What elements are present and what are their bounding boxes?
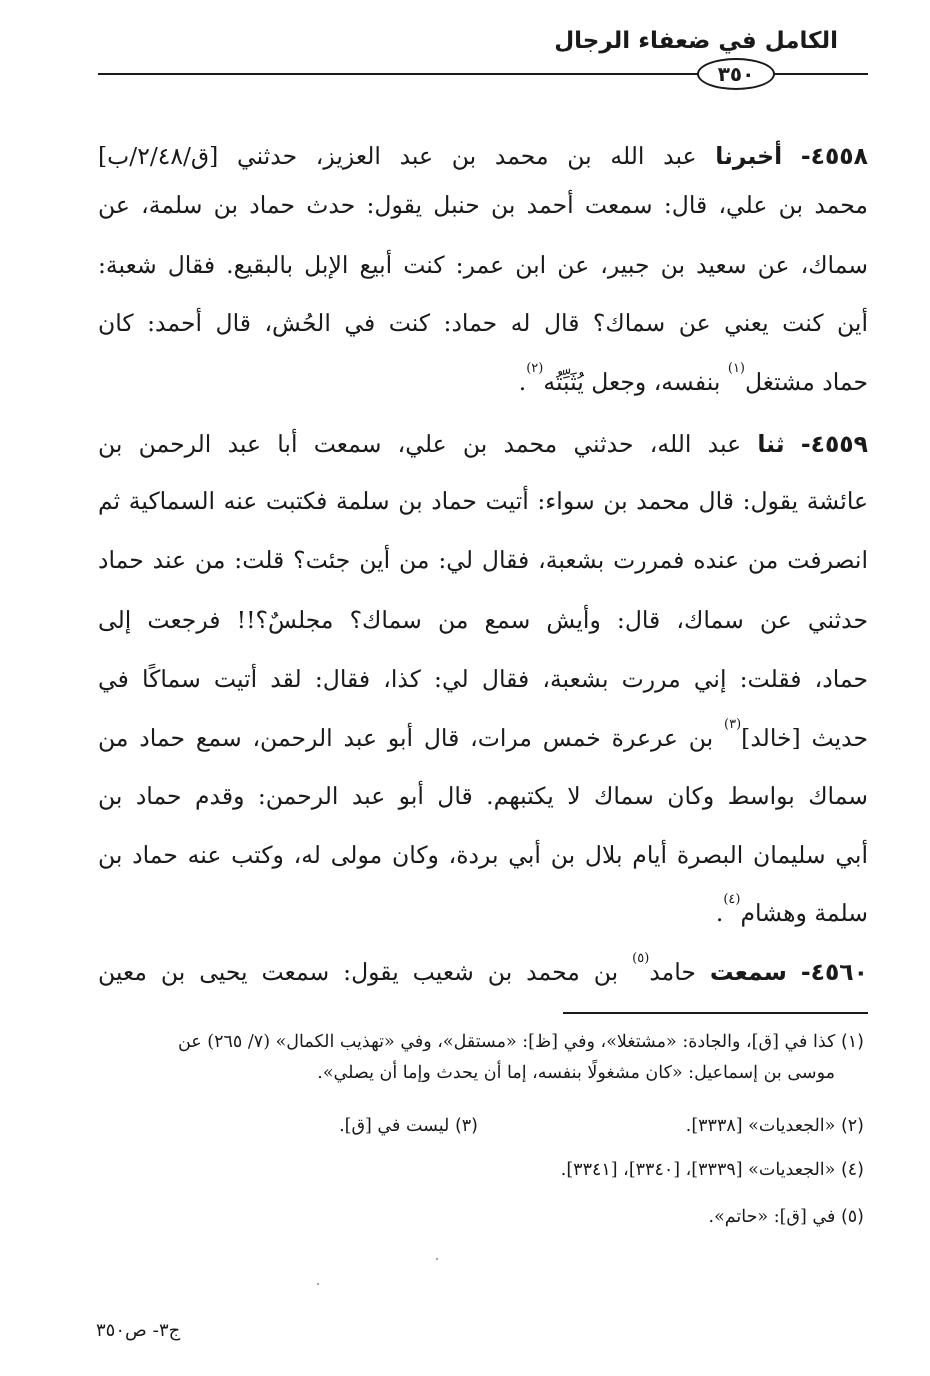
entry-4560-keyword: سمعت: [709, 958, 787, 986]
footnote-ref-3: (٣): [724, 717, 742, 732]
running-header-title: الكامل في ضعفاء الرجال: [554, 28, 838, 54]
footnote-ref-4: (٤): [723, 892, 741, 907]
entry-4559-line-6-a: حديث [خالد]: [741, 724, 868, 752]
footnote-1-line-1: [94, 1030, 864, 1054]
footnote-4: [561, 1158, 864, 1182]
footnote-ref-1: (١): [727, 361, 745, 376]
footnote-3-number: (٣): [454, 1116, 478, 1136]
scan-speck: [436, 1258, 438, 1260]
footnote-5-text: في [ق]: «حاتم».: [708, 1207, 836, 1227]
footnote-ref-5: (٥): [632, 951, 650, 966]
entry-4559-line-2: عائشة يقول: قال محمد بن سواء: أتيت حماد بن سلمة فكتبت عنه السماكية ثم: [98, 487, 868, 515]
entry-4559-line-6: [98, 717, 868, 753]
footnote-2-text: «الجعديات» [٣٣٣٨].: [685, 1116, 836, 1136]
entry-4559-line-7: سماك بواسط وكان سماك لا يكتبهم. قال أبو عبد الرحمن: وقدم حماد بن: [98, 782, 868, 810]
footnote-2: [686, 1114, 864, 1138]
footnote-3: [339, 1114, 478, 1138]
entry-4558-line-1: [98, 141, 868, 171]
footnote-4-number: (٤): [840, 1160, 864, 1180]
footnote-rule: [563, 1012, 868, 1014]
entry-4558-line-5-b: بنفسه، وجعل يُثَبِّتُه: [543, 368, 728, 396]
entry-4559-line-1: [98, 429, 868, 459]
entry-4560-number: ٤٥٦٠-: [800, 958, 868, 986]
entry-4558-line-3: سماك، عن سعيد بن جبير، عن ابن عمر: كنت أبيع الإبل بالبقيع. فقال شعبة:: [98, 251, 868, 279]
entry-4560-text-b: بن محمد بن شعيب يقول: سمعت يحيى بن معين: [98, 958, 633, 986]
entry-4558-line-4: أين كنت يعني عن سماك؟ قال له حماد: كنت في الحُش، قال أحمد: كان: [98, 309, 868, 337]
entry-4559-line-3: انصرفت من عنده فمررت بشعبة، فقال لي: من أين جئت؟ قلت: من عند حماد: [98, 546, 868, 574]
entry-4560-text-a: حامد: [649, 958, 696, 986]
entry-4558-number: ٤٥٥٨-: [800, 142, 868, 170]
entry-4558-line-5: [98, 361, 868, 397]
footnote-1-text: كذا في [ق]، والجادة: «مشتغلا»، وفي [ظ]: «مستقل»، وفي «تهذيب الكمال» (٧/ ٢٦٥) عن: [177, 1032, 836, 1052]
entry-4559-text: عبد الله، حدثني محمد بن علي، سمعت أبا عبد الرحمن بن: [98, 430, 742, 458]
footnote-ref-2: (٢): [526, 361, 544, 376]
footnote-5-number: (٥): [840, 1207, 864, 1227]
page-number-oval: [697, 58, 775, 90]
entry-4559-line-6-b: بن عرعرة خمس مرات، قال أبو عبد الرحمن، سمع حماد من: [98, 724, 725, 752]
entry-4559-line-9-b: .: [715, 899, 724, 927]
entry-4558-line-5-c: .: [518, 368, 527, 396]
entry-4559-line-8: أبي سليمان البصرة أيام بلال بن أبي بردة، وكان مولى له، وكتب عنه حماد بن: [98, 841, 868, 869]
entry-4559-number: ٤٥٥٩-: [800, 430, 868, 458]
entry-4559-line-4: حدثني عن سماك، قال: وأيش سمع من سماك؟ مجلسٌ؟!! فرجعت إلى: [98, 606, 868, 634]
footnote-1-line-2: موسى بن إسماعيل: «كان مشغولًا بنفسه، إما أن يحدث وإما أن يصلي».: [317, 1063, 835, 1083]
volume-page-signature: ج٣- ص٣٥٠: [96, 1320, 181, 1341]
footnote-2-number: (٢): [840, 1116, 864, 1136]
page-number: ٣٥٠: [717, 62, 755, 86]
entry-4560-line-1: [98, 951, 868, 987]
entry-4559-keyword: ثنا: [757, 430, 785, 458]
entry-4558-keyword: أخبرنا: [715, 142, 783, 170]
footnote-1-number: (١): [840, 1032, 864, 1052]
footnote-5: [709, 1205, 865, 1229]
entry-4559-line-9: [98, 892, 868, 928]
footnote-3-text: ليست في [ق].: [339, 1116, 450, 1136]
footnote-4-text: «الجعديات» [٣٣٣٩]، [٣٣٤٠]، [٣٣٤١].: [560, 1160, 836, 1180]
scan-speck: [317, 1283, 319, 1285]
entry-4559-line-9-a: سلمة وهشام: [740, 899, 868, 927]
entry-4558-line-5-a: حماد مشتغل: [745, 368, 868, 396]
entry-4558-line-2: محمد بن علي، قال: سمعت أحمد بن حنبل يقول: حدث حماد بن سلمة، عن: [98, 191, 868, 219]
entry-4558-text: عبد الله بن محمد بن عبد العزيز، حدثني [ق/٢/٤٨/ب]: [98, 142, 697, 170]
entry-4559-line-5: حماد، فقلت: إني مررت بشعبة، فقال لي: كذا، فقال: لقد أتيت سماكًا في: [98, 665, 868, 693]
